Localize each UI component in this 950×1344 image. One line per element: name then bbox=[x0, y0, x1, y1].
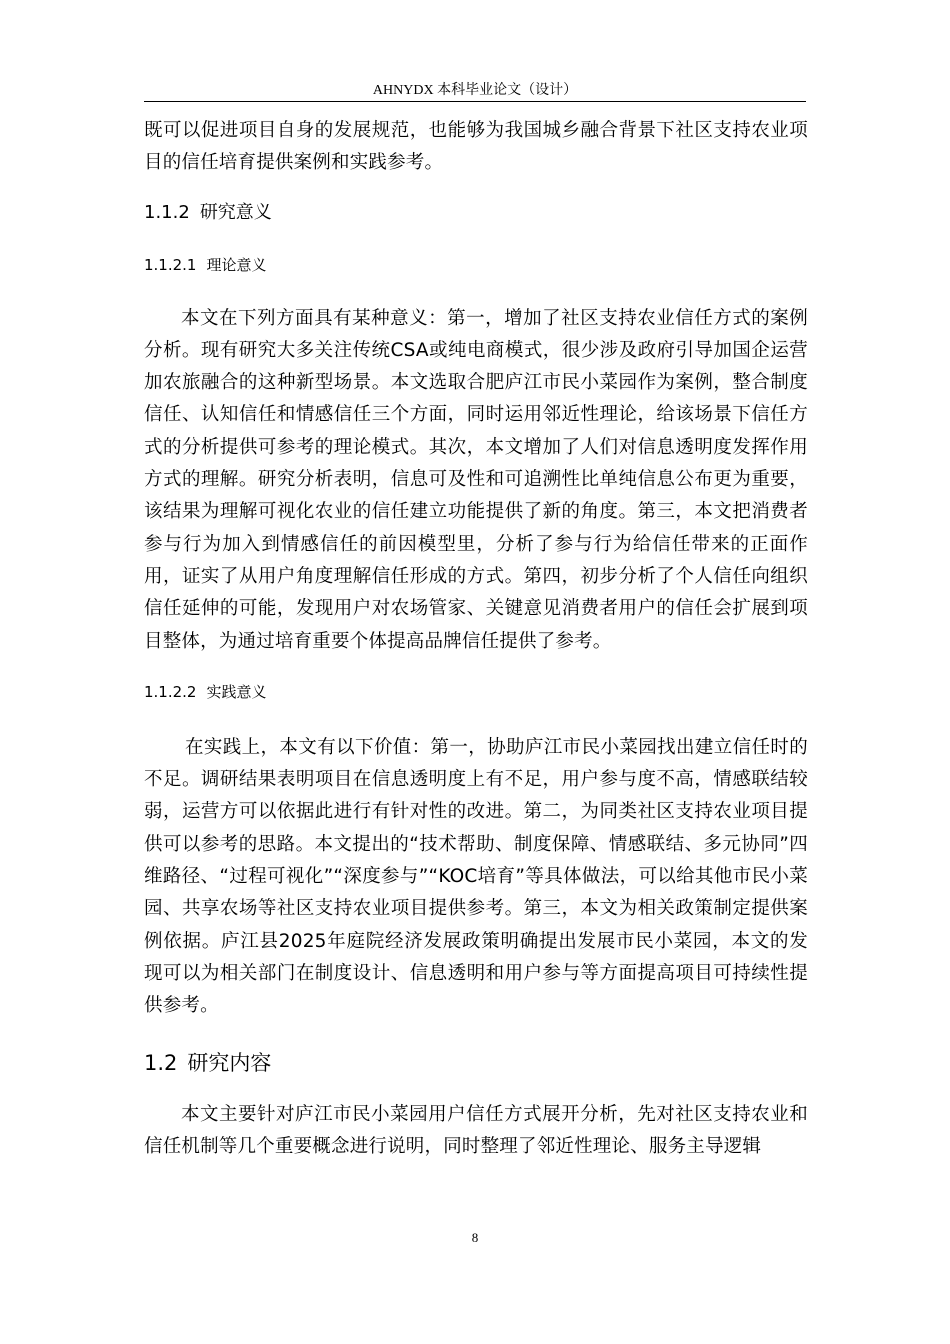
section-title: 理论意义 bbox=[206, 255, 267, 274]
section-heading-1-2 bbox=[144, 1049, 808, 1077]
section-number: 1.1.2 bbox=[144, 201, 190, 223]
paragraph-practical-significance: 在实践上，本文有以下价值：第一，协助庐江市民小菜园找出建立信任时的不足。调研结果表明项目在信息透明度上有不足，用户参与度不高，情感联结较弱，运营方可以依据此进行有针对性的改进。第二，为同类社区支持农业项目提供可以参考的思路。本文提出的“技术帮助、制度保障、情感联结、多元协同”四维路径、“过程可视化”“深度参与”“KOC培育”等具体做法，可以给其他市民小菜园、共享农场等社区支持农业项目提供参考。第三，本文为相关政策制定提供案例依据。庐江县2025年庭院经济发展政策明确提出发展市民小菜园，本文的发现可以为相关部门在制度设计、信息透明和用户参与等方面提高项目可持续性提供参考。 bbox=[144, 736, 808, 1017]
paragraph-research-content: 本文主要针对庐江市民小菜园用户信任方式展开分析，先对社区支持农业和信任机制等几个重要概念进行说明，同时整理了邻近性理论、服务主导逻辑 bbox=[144, 1103, 808, 1157]
paragraph-continuation: 既可以促进项目自身的发展规范，也能够为我国城乡融合背景下社区支持农业项目的信任培育提供案例和实践参考。 bbox=[144, 120, 808, 174]
section-title: 实践意义 bbox=[206, 682, 267, 701]
page-number: 8 bbox=[471, 1230, 479, 1245]
paragraph-theoretical-significance: 本文在下列方面具有某种意义：第一，增加了社区支持农业信任方式的案例分析。现有研究大多关注传统CSA或纯电商模式，很少涉及政府引导加国企运营加农旅融合的这种新型场景。本文选取合肥庐江市民小菜园作为案例，整合制度信任、认知信任和情感信任三个方面，同时运用邻近性理论，给该场景下信任方式的分析提供可参考的理论模式。其次，本文增加了人们对信息透明度发挥作用方式的理解。研究分析表明，信息可及性和可追溯性比单纯信息公布更为重要，该结果为理解可视化农业的信任建立功能提供了新的角度。第三，本文把消费者参与行为加入到情感信任的前因模型里，分析了参与行为给信任带来的正面作用，证实了从用户角度理解信任形成的方式。第四，初步分析了个人信任向组织信任延伸的可能，发现用户对农场管家、关键意见消费者用户的信任会扩展到项目整体，为通过培育重要个体提高品牌信任提供了参考。 bbox=[144, 307, 808, 652]
section-title: 研究意义 bbox=[199, 201, 272, 223]
section-heading-1-1-2 bbox=[144, 201, 808, 225]
section-number: 1.2 bbox=[144, 1050, 178, 1075]
section-number: 1.1.2.2 bbox=[144, 682, 197, 701]
section-heading-1-1-2-1 bbox=[144, 255, 808, 275]
document-body bbox=[144, 115, 808, 1163]
section-number: 1.1.2.1 bbox=[144, 255, 197, 274]
page-header bbox=[144, 82, 806, 102]
header-title: AHNYDX 本科毕业论文（设计） bbox=[372, 83, 578, 98]
section-heading-1-1-2-2 bbox=[144, 682, 808, 702]
section-title: 研究内容 bbox=[187, 1050, 272, 1075]
